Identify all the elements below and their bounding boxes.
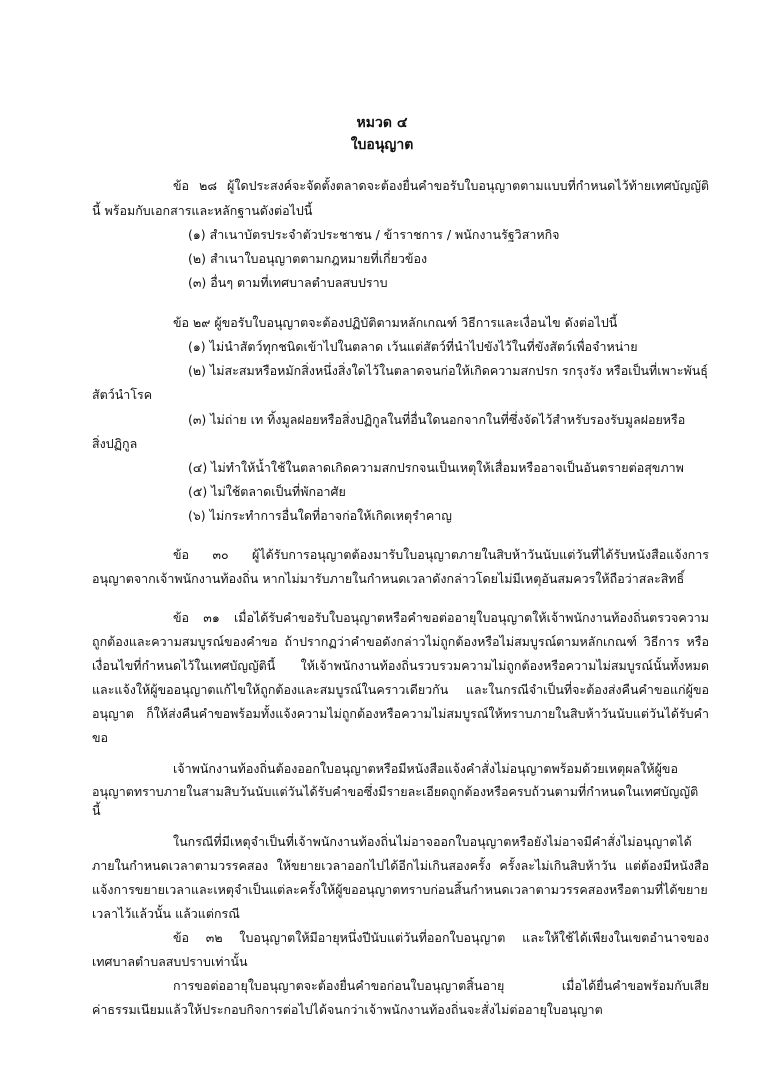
list-item: (๓) ไม่ถ่าย เท ทิ้งมูลฝอยหรือสิ่งปฏิกูลในที่อื่นใดนอกจากในที่ซึ่งจัดไว้สำหรับรองรับมูลฝอยหรือ [188,412,686,427]
list-item-continuation: สัตว์นำโรค [92,387,153,402]
list-item: (๖) ไม่กระทำการอื่นใดที่อาจก่อให้เกิดเหตุรำคาญ [188,508,452,523]
clause-28-line: นี้ พร้อมกับเอกสารและหลักฐานดังต่อไปนี้ [92,203,313,218]
paragraph-line: เวลาไว้แล้วนั้น แล้วแต่กรณี [92,906,240,921]
paragraph-line: อนุญาตทราบภายในสามสิบวันนับแต่วันได้รับคำขอซึ่งมีรายละเอียดถูกต้องหรือครบถ้วนตามที่กำหนดในเทศบัญญัติ [92,784,699,799]
clause-32-line: เทศบาลตำบลสบปราบเท่านั้น [92,954,248,969]
clause-28-line: ข้อ ๒๘ ผู้ใดประสงค์จะจัดตั้งตลาดจะต้องยื่นคำขอรับใบอนุญาตตามแบบที่กำหนดไว้ท้ายเทศบัญญัติ [173,178,709,193]
clause-31-line: ขอ [92,730,109,745]
list-item: (๕) ไม่ใช้ตลาดเป็นที่พักอาศัย [188,484,346,499]
clause-31-line: และแจ้งให้ผู้ขออนุญาตแก้ไขให้ถูกต้องและสมบูรณ์ในคราวเดียวกัน และในกรณีจำเป็นที่จะต้องส่งคืนคำขอแก่ผู้ขอ [92,682,709,697]
clause-31-line: อนุญาต ก็ให้ส่งคืนคำขอพร้อมทั้งแจ้งความไม่ถูกต้องหรือความไม่สมบูรณ์ให้ทราบภายในสิบห้าวันนับแต่วันได้รับคำ [92,706,709,721]
list-item: (๔) ไม่ทำให้น้ำใช้ในตลาดเกิดความสกปรกจนเป็นเหตุให้เสื่อมหรืออาจเป็นอันตรายต่อสุขภาพ [188,460,684,475]
clause-30-line: อนุญาตจากเจ้าพนักงานท้องถิ่น หากไม่มารับภายในกำหนดเวลาดังกล่าวโดยไม่มีเหตุอันสมควรให้ถือว่าสละสิทธิ์ [92,571,685,586]
paragraph-line: ภายในกำหนดเวลาตามวรรคสอง ให้ขยายเวลาออกไปได้อีกไม่เกินสองครั้ง ครั้งละไม่เกินสิบห้าวัน แต่ต้องมีหนังสือ [92,858,709,873]
list-item-continuation: สิ่งปฏิกูล [92,436,138,451]
clause-31-line: เงื่อนไขที่กำหนดไว้ในเทศบัญญัตินี้ ให้เจ้าพนักงานท้องถิ่นรวบรวมความไม่ถูกต้องหรือความไม่สมบูรณ์นั้นทั้งหมด [92,658,709,673]
paragraph-line: เจ้าพนักงานท้องถิ่นต้องออกใบอนุญาตหรือมีหนังสือแจ้งคำสั่งไม่อนุญาตพร้อมด้วยเหตุผลให้ผู้ขอ [173,761,678,776]
paragraph-line: การขอต่ออายุใบอนุญาตจะต้องยื่นคำขอก่อนใบอนุญาตสิ้นอายุ เมื่อได้ยื่นคำขอพร้อมกับเสีย [173,978,709,993]
clause-32-line: ข้อ ๓๒ ใบอนุญาตให้มีอายุหนึ่งปีนับแต่วันที่ออกใบอนุญาต และให้ใช้ได้เพียงในเขตอำนาจของ [173,930,709,945]
chapter-heading: หมวด ๔ [356,115,408,131]
list-item: (๑) สำเนาบัตรประจำตัวประชาชน / ข้าราชการ / พนักงานรัฐวิสาหกิจ [188,227,560,242]
clause-31-line: ข้อ ๓๑ เมื่อได้รับคำขอรับใบอนุญาตหรือคำขอต่ออายุใบอนุญาตให้เจ้าพนักงานท้องถิ่นตรวจความ [173,610,709,625]
list-item: (๑) ไม่นำสัตว์ทุกชนิดเข้าไปในตลาด เว้นแต่สัตว์ที่นำไปขังไว้ในที่ขังสัตว์เพื่อจำหน่าย [188,339,638,354]
clause-30-line: ข้อ ๓๐ ผู้ได้รับการอนุญาตต้องมารับใบอนุญาตภายในสิบห้าวันนับแต่วันที่ได้รับหนังสือแจ้งการ [173,547,709,562]
chapter-title: ใบอนุญาต [350,137,414,153]
paragraph-line: แจ้งการขยายเวลาและเหตุจำเป็นแต่ละครั้งให้ผู้ขออนุญาตทราบก่อนสิ้นกำหนดเวลาตามวรรคสองหรือตามที่ได้ขยาย [92,882,708,897]
clause-29-line: ข้อ ๒๙ ผู้ขอรับใบอนุญาตจะต้องปฏิบัติตามหลักเกณฑ์ วิธีการและเงื่อนไข ดังต่อไปนี้ [173,315,618,330]
list-item: (๓) อื่นๆ ตามที่เทศบาลตำบลสบปราบ [188,275,388,290]
list-item: (๒) ไม่สะสมหรือหมักสิ่งหนึ่งสิ่งใดไว้ในตลาดจนก่อให้เกิดความสกปรก รกรุงรัง หรือเป็นที่เพาะพันธุ์ [188,363,708,378]
clause-31-line: ถูกต้องและความสมบูรณ์ของคำขอ ถ้าปรากฏว่าคำขอดังกล่าวไม่ถูกต้องหรือไม่สมบูรณ์ตามหลักเกณฑ์ วิธีการ หรือ [92,634,709,649]
paragraph-line: นี้ [92,803,101,818]
paragraph-line: ในกรณีที่มีเหตุจำเป็นที่เจ้าพนักงานท้องถิ่นไม่อาจออกใบอนุญาตหรือยังไม่อาจมีคำสั่งไม่อนุญาตได้ [173,834,692,849]
paragraph-line: ค่าธรรมเนียมแล้วให้ประกอบกิจการต่อไปได้จนกว่าเจ้าพนักงานท้องถิ่นจะสั่งไม่ต่ออายุใบอนุญาต [92,1002,603,1017]
list-item: (๒) สำเนาใบอนุญาตตามกฎหมายที่เกี่ยวข้อง [188,251,428,266]
